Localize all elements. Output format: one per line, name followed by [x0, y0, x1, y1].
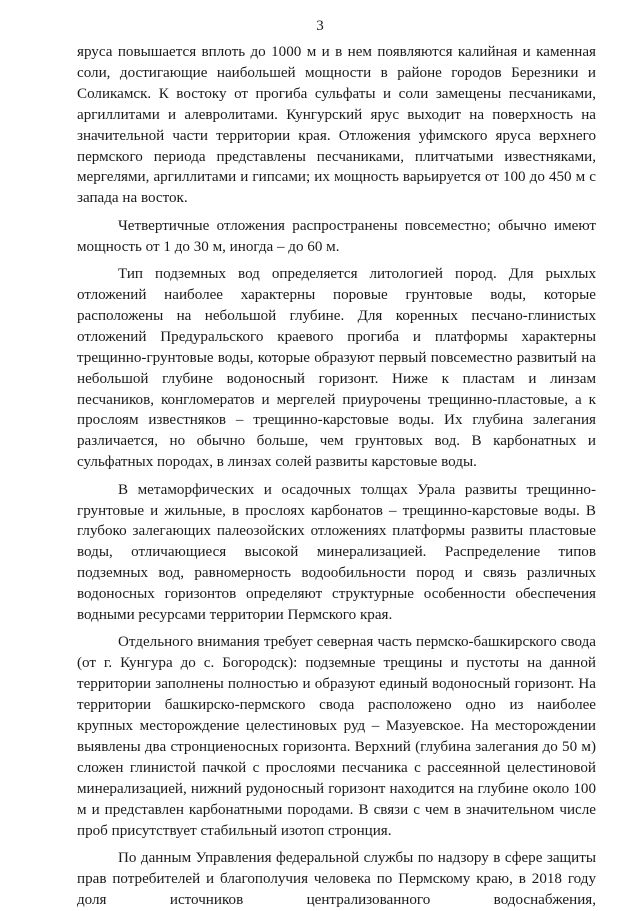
document-body [77, 42, 596, 911]
paragraph-3: Тип подземных вод определяется литологией пород. Для рыхлых отложений наиболее характерны поровые грунтовые воды, которые расположены на небольшой глубине. Для коренных песчано-глинистых отложений Предуральского краевого прогиба и платформы характерны трещинно-грунтовые воды, которые образуют первый повсеместно развитый на небольшой глубине водоносный горизонт. Ниже к пластам и линзам песчаников, конгломератов и мергелей приурочены трещинно-пластовые, а к прослоям известняков – трещинно-карстовые воды. Их глубина залегания различается, но обычно больше, чем грунтовых вод. В карбонатных и сульфатных породах, в линзах солей развиты карстовые воды. [77, 266, 596, 471]
paragraph-4: В метаморфических и осадочных толщах Урала развиты трещинно-грунтовые и жильные, в прослоях карбонатов – трещинно-карстовые воды. В глубоко залегающих палеозойских отложениях платформы развиты пластовые воды, отличающиеся высокой минерализацией. Распределение типов подземных вод, равномерность водообильности пород и связь различных водоносных горизонтов определяют структурные особенности обеспечения водными ресурсами территории Пермского края. [77, 481, 596, 624]
paragraph-5: Отдельного внимания требует северная часть пермско-башкирского свода (от г. Кунгура до с. Богородск): подземные трещины и пустоты на данной территории заполнены полностью и образуют единый водоносный горизонт. На территории башкирско-пермского свода расположено одно из наиболее крупных месторождение целестиновых руд – Мазуевское. На месторождении выявлены два стронциеносных горизонта. Верхний (глубина залегания до 50 м) сложен глинистой пачкой с прослоями песчаника с рассеянной целестиновой минерализацией, нижний рудоносный горизонт находится на глубине около 100 м и представлен карбонатными породами. В связи с чем в значительном числе проб присутствует стабильный изотоп стронция. [77, 634, 596, 839]
paragraph-1: яруса повышается вплоть до 1000 м и в нем появляются калийная и каменная соли, достигающие наибольшей мощности в районе городов Березники и Соликамск. К востоку от прогиба сульфаты и соли замещены песчаниками, аргиллитами и алевролитами. Кунгурский ярус выходит на поверхность на значительной части территории края. Отложения уфимского яруса верхнего пермского периода представлены песчаниками, плитчатыми известняками, мергелями, аргиллитами и гипсами; их мощность варьируется от 100 до 450 м с запада на восток. [77, 44, 596, 207]
page-number: 3 [316, 18, 324, 34]
paragraph-6: По данным Управления федеральной службы по надзору в сфере защиты прав потребителей и благополучия человека по Пермскому краю, в 2018 году доля источников централизованного водоснабжения, [77, 850, 596, 908]
paragraph-2: Четвертичные отложения распространены повсеместно; обычно имеют мощность от 1 до 30 м, иногда – до 60 м. [77, 217, 596, 255]
